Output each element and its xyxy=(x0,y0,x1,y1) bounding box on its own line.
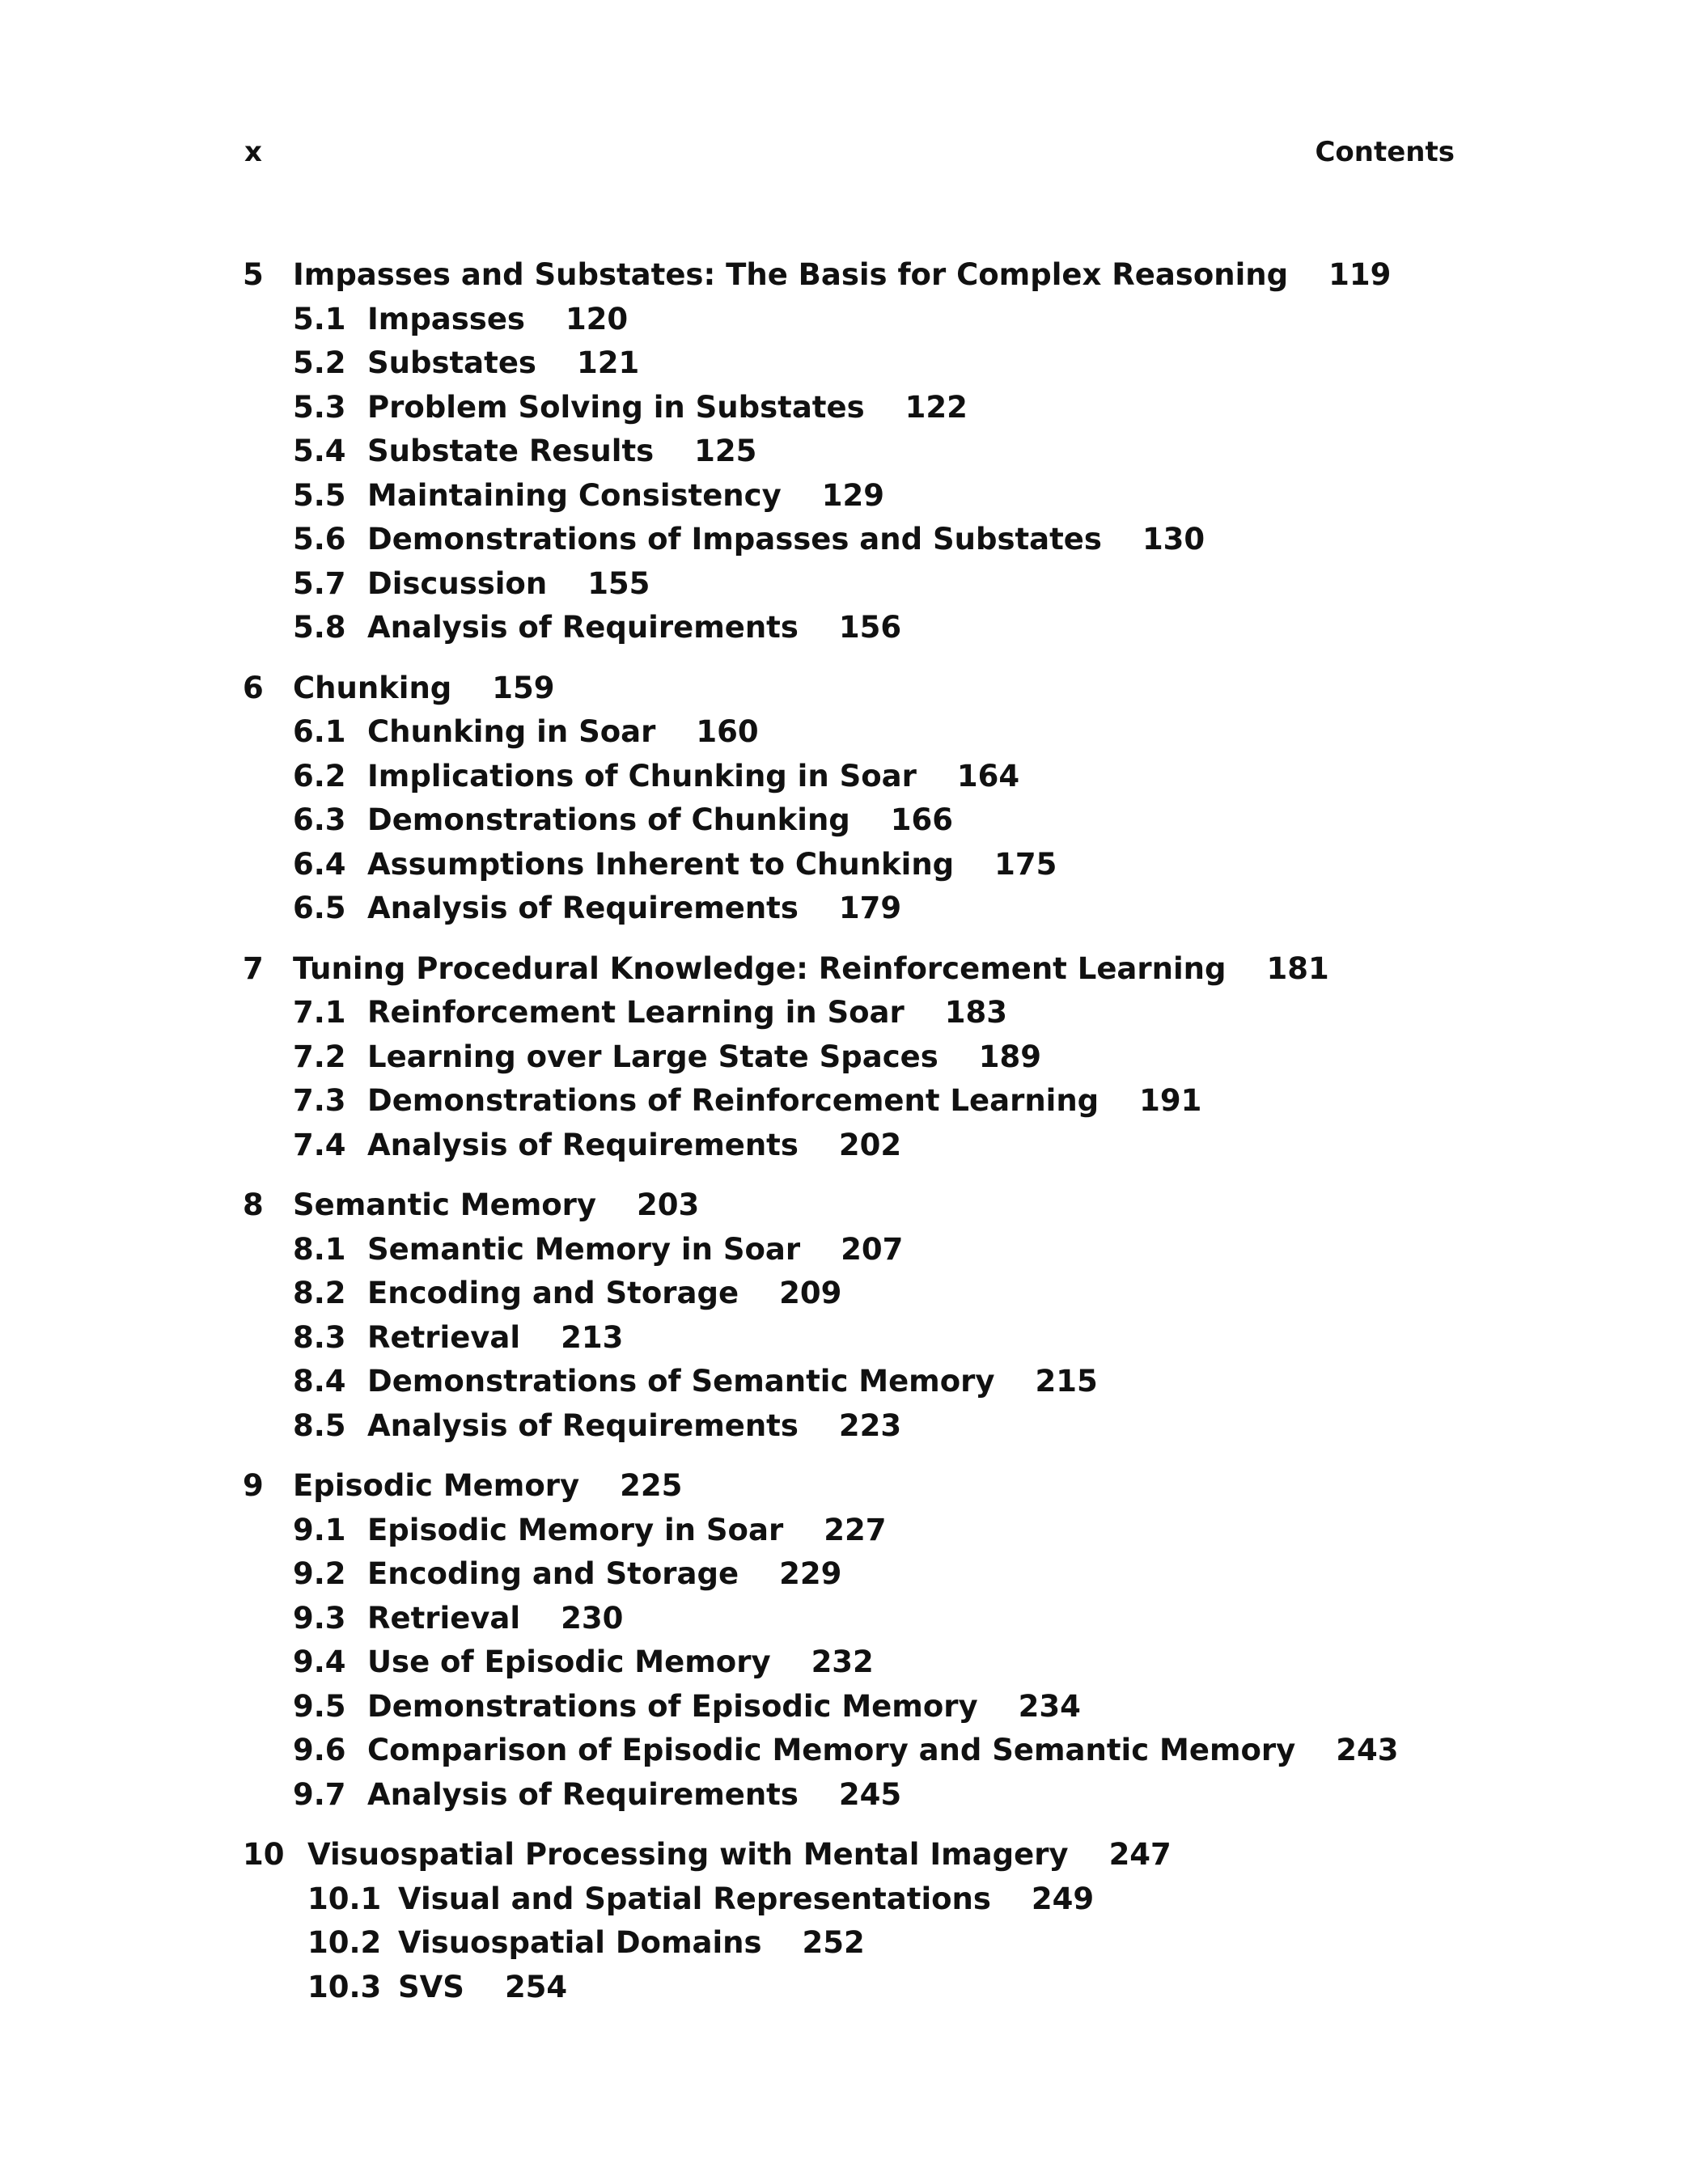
section-number: 8.2 xyxy=(293,1276,346,1310)
page-reference: 130 xyxy=(1142,522,1205,557)
table-of-contents xyxy=(243,253,1456,2009)
section-title: Encoding and Storage xyxy=(367,1276,739,1310)
section-number: 7.3 xyxy=(293,1083,346,1118)
section-entry xyxy=(243,518,1456,562)
section-entry xyxy=(243,1552,1456,1597)
section-entry xyxy=(243,1921,1456,1966)
section-number: 5.1 xyxy=(293,301,346,336)
chapter-8 xyxy=(243,1183,1456,1448)
page-reference: 189 xyxy=(978,1039,1041,1074)
section-entry xyxy=(243,1685,1456,1729)
section-title: Analysis of Requirements xyxy=(367,1407,799,1443)
section-number: 9.7 xyxy=(293,1776,346,1812)
page-reference: 223 xyxy=(838,1407,902,1443)
section-title: Problem Solving in Substates xyxy=(367,389,865,425)
page-reference: 232 xyxy=(811,1644,874,1679)
page-reference: 249 xyxy=(1031,1881,1095,1916)
section-number: 5.7 xyxy=(293,565,346,601)
page-reference: 215 xyxy=(1035,1364,1098,1399)
section-entry xyxy=(243,298,1456,342)
section-title: Substate Results xyxy=(367,434,655,468)
section-number: 6.1 xyxy=(293,714,346,749)
section-title: Episodic Memory in Soar xyxy=(367,1512,784,1547)
section-title: Reinforcement Learning in Soar xyxy=(367,995,905,1030)
chapter-title: Visuospatial Processing with Mental Imagery xyxy=(307,1837,1069,1872)
section-number: 9.5 xyxy=(293,1688,346,1724)
running-head: Contents xyxy=(1315,136,1455,168)
chapter-title: Semantic Memory xyxy=(293,1187,597,1222)
chapter-5 xyxy=(243,253,1456,650)
chapter-heading xyxy=(243,667,1456,711)
section-number: 6.2 xyxy=(293,758,346,794)
chapter-number: 6 xyxy=(243,670,264,705)
page-reference: 119 xyxy=(1328,257,1392,292)
section-entry xyxy=(243,1729,1456,1773)
chapter-number: 8 xyxy=(243,1187,264,1222)
page-reference: 156 xyxy=(838,610,902,645)
page-reference: 129 xyxy=(821,477,884,513)
section-number: 5.6 xyxy=(293,522,346,557)
chapter-title: Chunking xyxy=(293,670,452,705)
section-title: Demonstrations of Reinforcement Learning xyxy=(367,1083,1099,1118)
section-entry xyxy=(243,1079,1456,1124)
section-number: 9.1 xyxy=(293,1512,346,1547)
section-number: 8.1 xyxy=(293,1231,346,1267)
section-title: Encoding and Storage xyxy=(367,1556,739,1591)
section-title: Demonstrations of Impasses and Substates xyxy=(367,522,1102,557)
page-reference: 160 xyxy=(696,714,759,749)
section-title: Discussion xyxy=(367,565,548,601)
section-title: Analysis of Requirements xyxy=(367,1127,799,1162)
section-number: 10.3 xyxy=(307,1969,382,2004)
chapter-title: Impasses and Substates: The Basis for Complex Reasoning xyxy=(293,257,1289,292)
section-number: 6.3 xyxy=(293,802,346,837)
section-entry xyxy=(243,1597,1456,1641)
section-title: Retrieval xyxy=(367,1600,521,1636)
page-reference: 122 xyxy=(905,389,968,425)
section-entry xyxy=(243,1228,1456,1272)
chapter-heading xyxy=(243,1833,1456,1877)
section-title: Analysis of Requirements xyxy=(367,1776,799,1812)
chapter-number: 5 xyxy=(243,257,264,292)
section-entry xyxy=(243,474,1456,518)
section-title: Learning over Large State Spaces xyxy=(367,1039,938,1074)
page-reference: 254 xyxy=(504,1969,568,2004)
section-entry xyxy=(243,798,1456,843)
page-reference: 207 xyxy=(841,1231,904,1267)
section-entry xyxy=(243,1640,1456,1685)
chapter-10 xyxy=(243,1833,1456,2009)
section-entry xyxy=(243,1773,1456,1818)
page-reference: 164 xyxy=(956,758,1020,794)
chapter-title: Episodic Memory xyxy=(293,1468,580,1503)
section-number: 8.4 xyxy=(293,1364,346,1399)
page-reference: 234 xyxy=(1018,1688,1081,1724)
chapter-number: 7 xyxy=(243,950,264,986)
section-title: Chunking in Soar xyxy=(367,714,656,749)
section-title: Comparison of Episodic Memory and Semantic Memory xyxy=(367,1733,1296,1767)
page-reference: 252 xyxy=(802,1925,865,1960)
section-entry xyxy=(243,755,1456,799)
section-title: Semantic Memory in Soar xyxy=(367,1231,801,1267)
page-reference: 247 xyxy=(1108,1837,1172,1872)
section-title: Demonstrations of Chunking xyxy=(367,802,850,837)
page-reference: 155 xyxy=(587,565,650,601)
chapter-9 xyxy=(243,1464,1456,1817)
section-number: 6.4 xyxy=(293,846,346,882)
section-number: 9.2 xyxy=(293,1556,346,1591)
section-entry xyxy=(243,1272,1456,1316)
section-title: Visual and Spatial Representations xyxy=(398,1881,991,1916)
chapter-heading xyxy=(243,947,1456,992)
section-entry xyxy=(243,1035,1456,1080)
chapter-heading xyxy=(243,253,1456,298)
section-entry xyxy=(243,430,1456,474)
section-number: 9.6 xyxy=(293,1733,346,1767)
section-number: 7.2 xyxy=(293,1039,346,1074)
section-number: 10.2 xyxy=(307,1925,382,1960)
page-reference: 213 xyxy=(561,1319,624,1355)
chapter-heading xyxy=(243,1464,1456,1509)
section-title: Analysis of Requirements xyxy=(367,891,799,925)
page-reference: 229 xyxy=(779,1556,842,1591)
section-number: 5.3 xyxy=(293,389,346,425)
section-title: Use of Episodic Memory xyxy=(367,1644,771,1679)
chapter-title: Tuning Procedural Knowledge: Reinforcement Learning xyxy=(293,950,1227,986)
section-number: 7.4 xyxy=(293,1127,346,1162)
section-number: 5.8 xyxy=(293,610,346,645)
page-header xyxy=(244,132,1455,172)
page-reference: 120 xyxy=(565,301,629,336)
section-entry xyxy=(243,887,1456,931)
page-reference: 203 xyxy=(637,1187,700,1222)
section-number: 8.5 xyxy=(293,1407,346,1443)
section-number: 5.2 xyxy=(293,345,346,380)
section-title: SVS xyxy=(398,1969,464,2004)
section-entry xyxy=(243,1877,1456,1922)
page-reference: 179 xyxy=(838,891,902,925)
section-entry xyxy=(243,843,1456,887)
section-entry xyxy=(243,1360,1456,1404)
section-number: 8.3 xyxy=(293,1319,346,1355)
section-entry xyxy=(243,1316,1456,1361)
section-number: 7.1 xyxy=(293,995,346,1030)
page-reference: 125 xyxy=(694,434,757,468)
page-reference: 209 xyxy=(779,1276,842,1310)
section-number: 5.4 xyxy=(293,434,346,468)
section-entry xyxy=(243,991,1456,1035)
page-reference: 225 xyxy=(620,1468,683,1503)
section-number: 6.5 xyxy=(293,891,346,925)
section-title: Assumptions Inherent to Chunking xyxy=(367,846,955,882)
chapter-7 xyxy=(243,947,1456,1168)
page-reference: 202 xyxy=(838,1127,902,1162)
section-entry xyxy=(243,710,1456,755)
chapter-number: 10 xyxy=(243,1837,285,1872)
page-number: x xyxy=(244,136,262,168)
section-title: Impasses xyxy=(367,301,525,336)
page-reference: 245 xyxy=(838,1776,902,1812)
section-number: 5.5 xyxy=(293,477,346,513)
section-entry xyxy=(243,562,1456,607)
page-reference: 243 xyxy=(1336,1733,1399,1767)
section-title: Demonstrations of Episodic Memory xyxy=(367,1688,978,1724)
section-entry xyxy=(243,1124,1456,1168)
section-title: Substates xyxy=(367,345,536,380)
section-title: Analysis of Requirements xyxy=(367,610,799,645)
page-reference: 181 xyxy=(1266,950,1329,986)
page-reference: 166 xyxy=(890,802,954,837)
chapter-number: 9 xyxy=(243,1468,264,1503)
section-title: Maintaining Consistency xyxy=(367,477,782,513)
page-reference: 183 xyxy=(944,995,1007,1030)
section-title: Retrieval xyxy=(367,1319,521,1355)
section-entry xyxy=(243,341,1456,386)
page-reference: 159 xyxy=(492,670,555,705)
section-title: Implications of Chunking in Soar xyxy=(367,758,917,794)
page-reference: 121 xyxy=(576,345,640,380)
section-entry xyxy=(243,1404,1456,1449)
section-number: 9.3 xyxy=(293,1600,346,1636)
section-entry xyxy=(243,386,1456,430)
page-reference: 191 xyxy=(1139,1083,1202,1118)
chapter-heading xyxy=(243,1183,1456,1228)
section-entry xyxy=(243,606,1456,650)
page-reference: 227 xyxy=(824,1512,887,1547)
section-entry xyxy=(243,1966,1456,2010)
page-reference: 175 xyxy=(994,846,1057,882)
section-entry xyxy=(243,1509,1456,1553)
page-reference: 230 xyxy=(561,1600,624,1636)
section-number: 10.1 xyxy=(307,1881,382,1916)
section-title: Demonstrations of Semantic Memory xyxy=(367,1364,995,1399)
chapter-6 xyxy=(243,667,1456,931)
section-number: 9.4 xyxy=(293,1644,346,1679)
section-title: Visuospatial Domains xyxy=(398,1925,762,1960)
